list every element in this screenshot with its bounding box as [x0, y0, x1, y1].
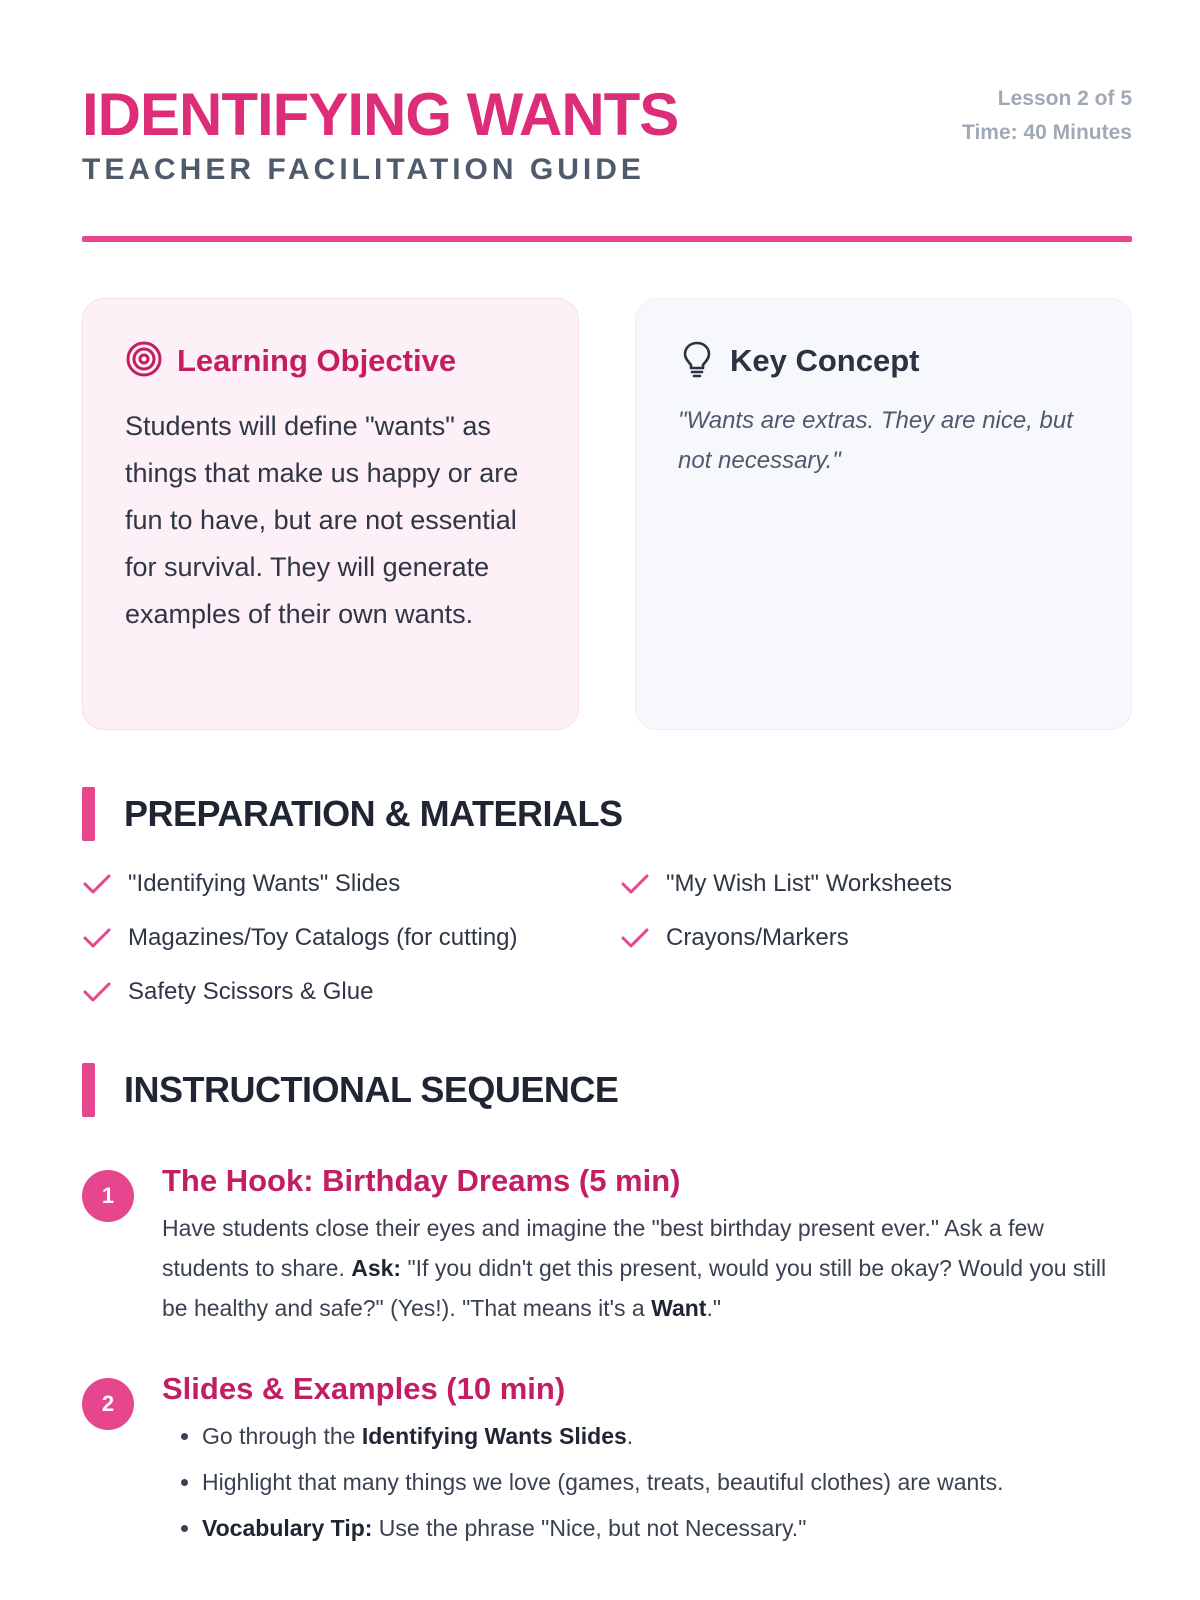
sequence-heading: [82, 1064, 1132, 1116]
checkmark-icon: [82, 926, 112, 950]
page-title: IDENTIFYING WANTS: [82, 81, 679, 148]
lesson-number: Lesson 2 of 5: [997, 87, 1132, 110]
material-item: [82, 868, 620, 900]
checkmark-icon: [620, 926, 650, 950]
preparation-title: PREPARATION & MATERIALS: [124, 793, 623, 834]
step-1: [82, 1160, 1132, 1328]
lightbulb-icon: [678, 339, 716, 384]
step-title: The Hook: Birthday Dreams (5 min): [162, 1163, 681, 1198]
materials-list: [82, 868, 1132, 1008]
objective-header: [125, 339, 536, 383]
key-concept-quote: "Wants are extras. They are nice, but not necessary.": [678, 407, 1073, 474]
objective-title: Learning Objective: [177, 343, 457, 378]
step-number-badge: 2: [82, 1378, 134, 1430]
step-title: Slides & Examples (10 min): [162, 1371, 566, 1406]
list-item: • Go through the Identifying Wants Slides.: [202, 1416, 1132, 1456]
material-label: "My Wish List" Worksheets: [666, 870, 952, 897]
key-concept-card: [635, 298, 1132, 730]
header: [82, 80, 1132, 188]
step-content: [162, 1368, 1132, 1548]
material-label: Magazines/Toy Catalogs (for cutting): [128, 924, 518, 951]
learning-objective-card: [82, 298, 579, 730]
list-item: • Highlight that many things we love (games, treats, beautiful clothes) are wants.: [202, 1462, 1132, 1502]
page-subtitle: TEACHER FACILITATION GUIDE: [82, 153, 645, 186]
key-concept-header: [678, 339, 1089, 383]
step-description: Have students close their eyes and imagine the "best birthday present ever." Ask a few students to share. Ask: "If you didn't get this present, would you still be okay? Would you still be healthy and safe?" (Yes!). "That means it's a Want.": [162, 1215, 1107, 1321]
header-divider: [82, 236, 1132, 242]
step-number-badge: 1: [82, 1170, 134, 1222]
checkmark-icon: [82, 872, 112, 896]
checkmark-icon: [82, 980, 112, 1004]
lesson-time: Time: 40 Minutes: [962, 121, 1132, 144]
step-content: [162, 1160, 1132, 1328]
material-item: [620, 922, 1132, 954]
sequence-title: INSTRUCTIONAL SEQUENCE: [124, 1069, 619, 1110]
key-concept-title: Key Concept: [730, 343, 920, 378]
lesson-meta: [962, 82, 1132, 150]
material-item: [82, 976, 620, 1008]
material-label: Crayons/Markers: [666, 924, 849, 951]
step-2: [82, 1368, 1132, 1554]
preparation-heading: [82, 788, 1132, 840]
material-label: "Identifying Wants" Slides: [128, 870, 401, 897]
section-accent-bar: [82, 1063, 95, 1117]
target-icon: [125, 340, 163, 383]
material-item: [82, 922, 620, 954]
material-label: Safety Scissors & Glue: [128, 978, 374, 1005]
list-item: • Vocabulary Tip: Use the phrase "Nice, but not Necessary.": [202, 1508, 1132, 1548]
section-accent-bar: [82, 787, 95, 841]
objective-text: Students will define "wants" as things that make us happy or are fun to have, but are not essential for survival. They will generate examples of their own wants.: [125, 411, 519, 629]
step-bullet-list: [162, 1416, 1132, 1548]
checkmark-icon: [620, 872, 650, 896]
material-item: [620, 868, 1132, 900]
